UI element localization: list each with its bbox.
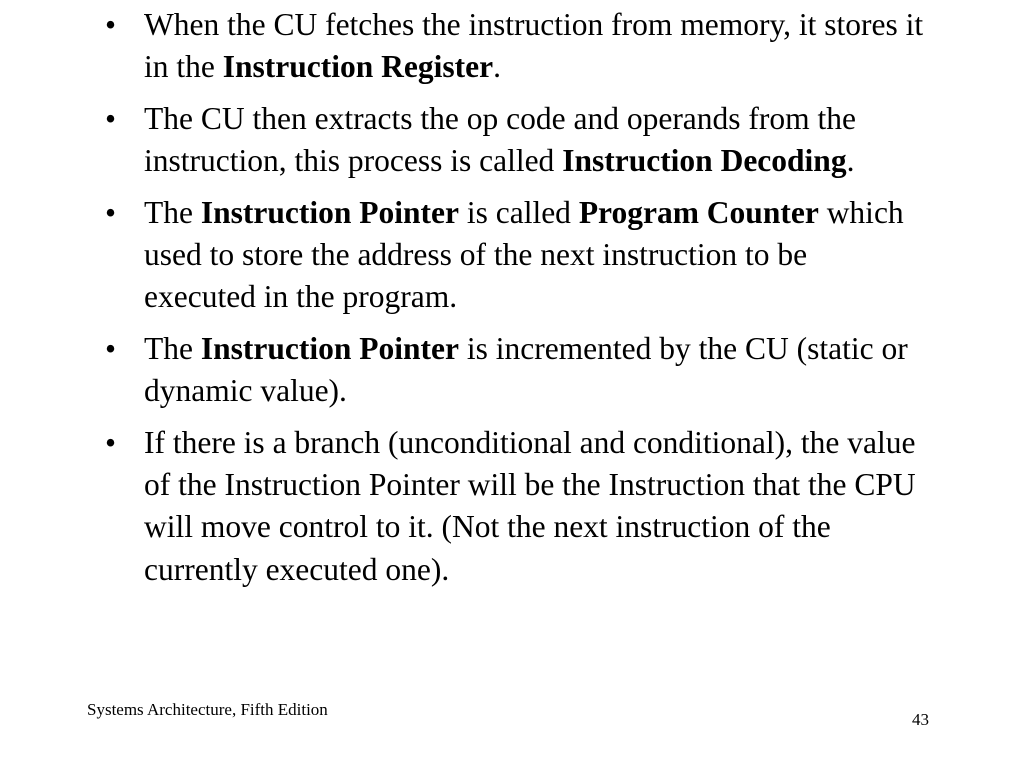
- bullet-text: which used to store the address of the next instruction to be executed in the program.: [144, 194, 904, 315]
- bullet-text: .: [846, 143, 855, 179]
- bold-term: Instruction Pointer: [200, 194, 459, 230]
- bullet-dot-icon: •: [105, 100, 117, 136]
- bullet-text: The: [144, 330, 201, 366]
- bullet-item: [105, 192, 925, 319]
- bullet-text: The CU then extracts the op code and operands from the instruction, this process is called: [144, 100, 857, 179]
- bold-term: Program Counter: [578, 194, 819, 230]
- bullet-text: When the CU fetches the instruction from memory, it stores it in the: [144, 7, 924, 85]
- footer-page-number: 43: [912, 710, 929, 729]
- bullet-item: [105, 328, 925, 413]
- bullet-item: [105, 4, 925, 89]
- bullet-dot-icon: •: [105, 194, 117, 230]
- bullet-item: [105, 98, 925, 183]
- footer-book-title: Systems Architecture, Fifth Edition: [87, 700, 328, 719]
- bullet-text: The: [144, 194, 201, 230]
- bullet-list: [105, 4, 925, 600]
- bold-term: Instruction Decoding: [562, 143, 847, 179]
- bullet-text: If there is a branch (unconditional and conditional), the value of the Instruction Pointer will be the Instruction that the CPU will move control to it. (Not the next instruction of the currently executed one).: [144, 424, 916, 587]
- bullet-text: .: [493, 49, 501, 85]
- bullet-text: is called: [458, 194, 579, 230]
- bold-term: Instruction Register: [222, 49, 494, 85]
- bullet-dot-icon: •: [105, 424, 117, 460]
- bold-term: Instruction Pointer: [200, 330, 459, 366]
- bullet-dot-icon: •: [105, 7, 117, 42]
- bullet-dot-icon: •: [105, 330, 117, 366]
- bullet-text: is incremented by the CU (static or dynamic value).: [144, 330, 908, 409]
- bullet-item: [105, 422, 925, 592]
